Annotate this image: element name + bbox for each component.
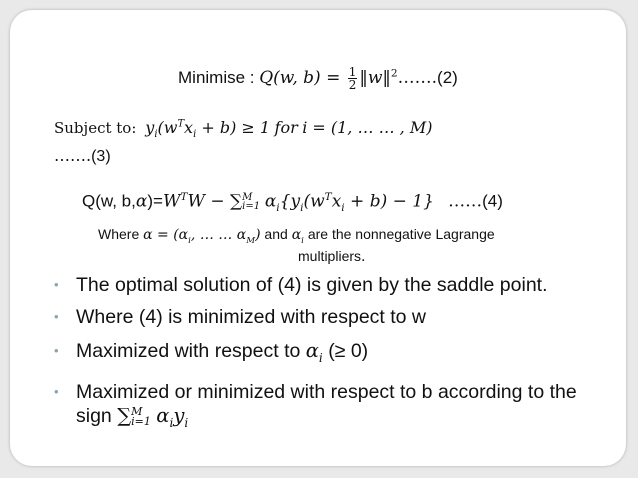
eq3-dots: ……. bbox=[54, 146, 92, 165]
alpha-i-where-sub: i bbox=[301, 235, 304, 246]
eq3-tag: (3) bbox=[91, 148, 111, 165]
alpha-sub-M: M bbox=[246, 235, 256, 246]
bullet-minimized-w bbox=[50, 305, 610, 329]
y-sub-4: i bbox=[300, 202, 304, 215]
multipliers-word: multipliers bbox=[298, 248, 362, 264]
y-i-bullet: y bbox=[173, 403, 185, 427]
minimise-label: Minimise : bbox=[178, 67, 260, 87]
bullet-text: Where (4) is minimized with respect to w bbox=[76, 306, 427, 328]
frac-denominator: 2 bbox=[348, 78, 357, 92]
eq2-tag: (2) bbox=[437, 67, 458, 87]
where-clause bbox=[98, 226, 495, 246]
sum-symbol: ∑ bbox=[229, 191, 243, 212]
eq2-dots: ……. bbox=[397, 67, 438, 88]
sum-lower-bullet: i=1 bbox=[131, 414, 151, 428]
W-transpose: T bbox=[180, 191, 188, 203]
alpha-i-bullet: α bbox=[156, 403, 170, 427]
constraint-equation bbox=[54, 118, 432, 140]
lagrange-description: are the nonnegative Lagrange bbox=[303, 226, 495, 242]
sum-symbol-bullet: ∑ bbox=[117, 403, 132, 427]
y-sub: i bbox=[154, 129, 158, 141]
eq4-tag: (4) bbox=[482, 191, 503, 211]
alpha-symbol-bullet: α bbox=[305, 339, 319, 362]
bullet-text-tail: (≥ 0) bbox=[322, 340, 369, 362]
w-var-4: (w bbox=[303, 191, 325, 212]
eq4-dots: …… bbox=[448, 191, 483, 212]
eq4-lhs: Q(w, b, bbox=[82, 191, 136, 211]
alpha-i: α bbox=[264, 191, 277, 212]
bullet-icon: • bbox=[54, 383, 59, 399]
alpha-sub-bullet: i bbox=[318, 350, 323, 365]
w-var: (w bbox=[157, 118, 178, 137]
alpha-i-bullet-sub: i bbox=[169, 415, 174, 430]
alpha-i-sub: i bbox=[276, 202, 280, 215]
bullet-icon: • bbox=[54, 277, 59, 292]
where-clause-line2 bbox=[298, 248, 365, 265]
bullet-list bbox=[50, 273, 610, 445]
y-var-4: {y bbox=[279, 191, 301, 212]
alpha-sub-i: i bbox=[188, 235, 191, 246]
eq4-close: )= bbox=[147, 191, 163, 211]
period: . bbox=[361, 249, 366, 265]
x-sub-4: i bbox=[341, 202, 345, 215]
eq2-lhs: Q(w, b) = bbox=[259, 67, 346, 88]
w-transpose: T bbox=[177, 118, 185, 130]
sum-upper: M bbox=[242, 192, 253, 204]
equation-3-tag bbox=[54, 146, 111, 166]
index-range: i = (1, … … , M) bbox=[302, 118, 433, 137]
norm-power: 2 bbox=[390, 67, 398, 80]
bullet-text: Maximized or minimized with respect to b according to the sign bbox=[76, 380, 577, 427]
w-transpose-4: T bbox=[324, 191, 332, 203]
sum-lower: i=1 bbox=[242, 201, 261, 213]
alpha-i-where: α bbox=[291, 227, 302, 243]
alpha-def-end: ) bbox=[255, 227, 261, 243]
subject-to-label: Subject to: bbox=[54, 119, 137, 137]
alpha-symbol: α bbox=[135, 191, 148, 212]
constraint-tail: + b) ≥ 1 bbox=[196, 118, 271, 137]
equation-4 bbox=[82, 191, 503, 214]
for-word: for bbox=[274, 118, 298, 137]
bullet-maximized-alpha bbox=[50, 339, 610, 370]
W-var-2: W − bbox=[187, 191, 230, 212]
x-var: x bbox=[184, 118, 194, 137]
sum-limits bbox=[242, 193, 260, 211]
where-label: Where bbox=[98, 226, 144, 242]
x-var-4: x bbox=[331, 191, 342, 212]
bullet-text: The optimal solution of (4) is given by the saddle point. bbox=[76, 274, 548, 296]
sum-upper-bullet: M bbox=[131, 404, 143, 418]
equation-2 bbox=[178, 66, 458, 91]
slide bbox=[10, 10, 626, 466]
frac-numerator: 1 bbox=[348, 65, 357, 79]
bullet-icon: • bbox=[54, 343, 59, 358]
bullet-text: Maximized with respect to bbox=[76, 340, 306, 362]
alpha-definition: α = (α bbox=[143, 227, 189, 243]
bullet-sign-b bbox=[50, 380, 610, 435]
y-i-bullet-sub: i bbox=[184, 415, 189, 430]
y-var: y bbox=[145, 118, 155, 137]
eq4-tail: + b) − 1} bbox=[344, 191, 434, 212]
norm-w: ‖w‖ bbox=[359, 67, 391, 88]
bullet-icon: • bbox=[54, 309, 59, 324]
alpha-middle: , … … α bbox=[190, 227, 247, 243]
bullet-saddle-point bbox=[50, 273, 610, 297]
sum-limits-bullet bbox=[131, 404, 151, 428]
and-word: and bbox=[260, 226, 292, 242]
x-sub: i bbox=[193, 129, 197, 141]
half-fraction bbox=[348, 66, 358, 91]
W-var: W bbox=[162, 191, 181, 212]
